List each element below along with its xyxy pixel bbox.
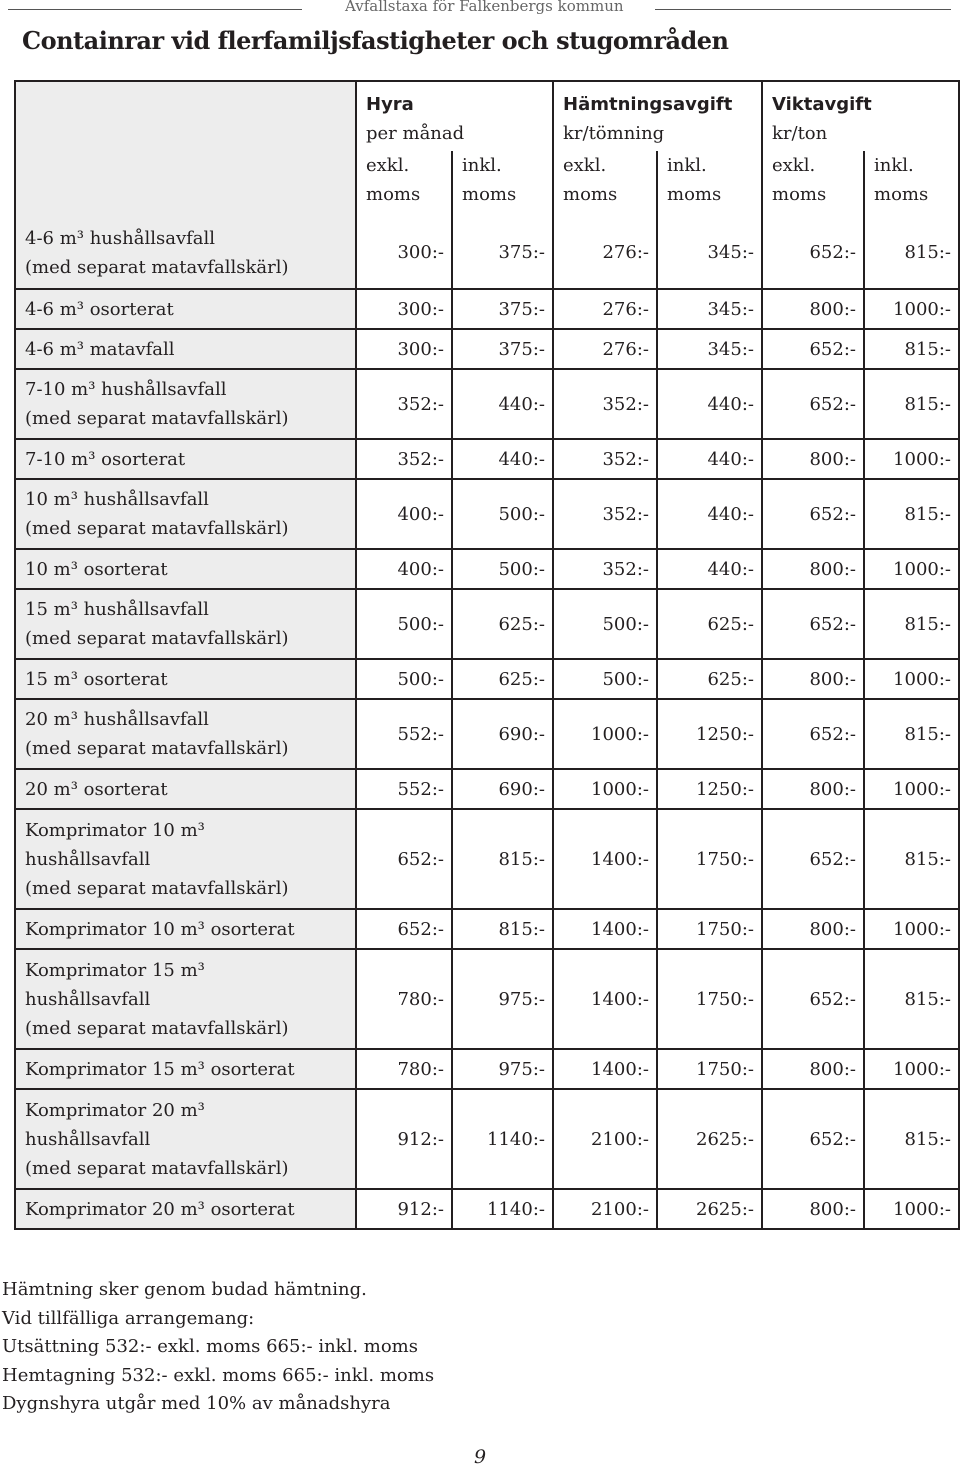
price-cell: 652:- [762, 329, 864, 369]
column-group-unit: per månad [366, 123, 465, 144]
price-cell: 652:- [762, 1089, 864, 1189]
price-cell: 800:- [762, 289, 864, 329]
row-label [15, 699, 356, 769]
price-cell: 500:- [553, 589, 657, 659]
sub-header-text: exkl. moms [772, 155, 827, 205]
column-sub-header-row [15, 151, 959, 217]
price-cell: 690:- [452, 769, 553, 809]
price-cell: 1400:- [553, 949, 657, 1049]
row-label-text: Komprimator 20 m³ osorterat [25, 1198, 295, 1220]
price-cell: 652:- [762, 589, 864, 659]
row-label [15, 479, 356, 549]
sub-header-text: exkl. moms [563, 155, 618, 205]
table-row [15, 1089, 959, 1189]
column-group-rent [356, 81, 553, 151]
price-cell: 300:- [356, 217, 452, 289]
running-head-rule-right [655, 9, 951, 10]
sub-header-cell [657, 151, 762, 217]
price-cell: 440:- [657, 439, 762, 479]
price-cell: 625:- [452, 589, 553, 659]
price-cell: 1250:- [657, 769, 762, 809]
price-cell: 345:- [657, 217, 762, 289]
price-cell: 800:- [762, 1049, 864, 1089]
price-cell: 815:- [864, 809, 959, 909]
page-title: Containrar vid flerfamiljsfastigheter och stugområden [22, 26, 729, 55]
price-cell: 780:- [356, 1049, 452, 1089]
row-label-text: Komprimator 20 m³ hushållsavfall (med separat matavfallskärl) [25, 1099, 289, 1179]
price-cell: 352:- [356, 439, 452, 479]
price-cell: 912:- [356, 1089, 452, 1189]
price-cell: 1000:- [864, 289, 959, 329]
price-cell: 276:- [553, 217, 657, 289]
price-cell: 375:- [452, 217, 553, 289]
price-cell: 500:- [356, 659, 452, 699]
row-label-text: 7-10 m³ hushållsavfall (med separat matavfallskärl) [25, 379, 289, 429]
price-cell: 1250:- [657, 699, 762, 769]
price-cell: 625:- [452, 659, 553, 699]
row-label [15, 809, 356, 909]
price-cell: 352:- [356, 369, 452, 439]
note-line: Vid tillfälliga arrangemang: [2, 1307, 255, 1329]
column-group-unit: kr/tömning [563, 123, 665, 144]
price-cell: 815:- [864, 699, 959, 769]
price-cell: 815:- [864, 479, 959, 549]
price-cell: 440:- [452, 369, 553, 439]
column-group-title: Hyra [366, 94, 414, 115]
sub-header-text: inkl. moms [874, 155, 929, 205]
row-label-text: 10 m³ osorterat [25, 558, 168, 580]
row-label [15, 909, 356, 949]
sub-header-cell [553, 151, 657, 217]
price-cell: 1000:- [864, 1049, 959, 1089]
price-cell: 2625:- [657, 1189, 762, 1229]
notes [2, 1276, 434, 1419]
price-cell: 300:- [356, 289, 452, 329]
price-cell: 975:- [452, 949, 553, 1049]
price-cell: 300:- [356, 329, 452, 369]
table-row [15, 949, 959, 1049]
price-cell: 440:- [657, 479, 762, 549]
price-cell: 1400:- [553, 809, 657, 909]
price-cell: 652:- [356, 909, 452, 949]
row-label-text: Komprimator 10 m³ hushållsavfall (med separat matavfallskärl) [25, 819, 289, 899]
row-label [15, 289, 356, 329]
price-cell: 652:- [762, 369, 864, 439]
price-cell: 500:- [356, 589, 452, 659]
column-group-title: Hämtningsavgift [563, 94, 733, 115]
row-label [15, 659, 356, 699]
price-cell: 912:- [356, 1189, 452, 1229]
header-blank-cell [15, 81, 356, 151]
price-cell: 1750:- [657, 909, 762, 949]
table-row [15, 589, 959, 659]
row-label-text: 20 m³ hushållsavfall (med separat matavfallskärl) [25, 709, 289, 759]
note-line: Utsättning 532:- exkl. moms 665:- inkl. moms [2, 1336, 418, 1357]
price-cell: 276:- [553, 289, 657, 329]
note-line: Hemtagning 532:- exkl. moms 665:- inkl. moms [2, 1364, 435, 1386]
row-label [15, 1049, 356, 1089]
price-cell: 1400:- [553, 909, 657, 949]
price-cell: 2625:- [657, 1089, 762, 1189]
price-cell: 815:- [864, 369, 959, 439]
sub-header-text: inkl. moms [462, 155, 517, 205]
row-label [15, 549, 356, 589]
price-cell: 815:- [864, 329, 959, 369]
row-label [15, 439, 356, 479]
row-label-text: Komprimator 10 m³ osorterat [25, 918, 295, 940]
row-label [15, 369, 356, 439]
price-cell: 625:- [657, 589, 762, 659]
table-row [15, 769, 959, 809]
row-label-text: Komprimator 15 m³ hushållsavfall (med separat matavfallskärl) [25, 959, 289, 1039]
price-cell: 276:- [553, 329, 657, 369]
price-cell: 975:- [452, 1049, 553, 1089]
row-label [15, 329, 356, 369]
price-cell: 800:- [762, 909, 864, 949]
price-cell: 440:- [657, 369, 762, 439]
table-row [15, 699, 959, 769]
price-cell: 345:- [657, 289, 762, 329]
price-cell: 652:- [762, 699, 864, 769]
price-cell: 800:- [762, 549, 864, 589]
note-line: Hämtning sker genom budad hämtning. [2, 1279, 367, 1300]
page-number: 9 [474, 1446, 487, 1468]
sub-header-cell [864, 151, 959, 217]
sub-header-text: exkl. moms [366, 155, 421, 205]
price-cell: 815:- [864, 1089, 959, 1189]
price-cell: 780:- [356, 949, 452, 1049]
price-cell: 1000:- [553, 769, 657, 809]
price-cell: 815:- [864, 217, 959, 289]
price-cell: 815:- [864, 949, 959, 1049]
price-cell: 625:- [657, 659, 762, 699]
price-cell: 652:- [356, 809, 452, 909]
row-label-text: 15 m³ hushållsavfall (med separat matavfallskärl) [25, 599, 289, 649]
table-row [15, 329, 959, 369]
row-label-text: Komprimator 15 m³ osorterat [25, 1058, 295, 1080]
column-group-weight-fee [762, 81, 959, 151]
price-cell: 1750:- [657, 1049, 762, 1089]
row-label [15, 769, 356, 809]
row-label [15, 1189, 356, 1229]
table-row [15, 1189, 959, 1229]
table-row [15, 369, 959, 439]
sub-header-cell [762, 151, 864, 217]
price-cell: 1000:- [864, 1189, 959, 1229]
price-cell: 345:- [657, 329, 762, 369]
price-cell: 1140:- [452, 1089, 553, 1189]
table-row [15, 289, 959, 329]
note-line: Dygnshyra utgår med 10% av månadshyra [2, 1393, 391, 1414]
price-cell: 352:- [553, 479, 657, 549]
column-group-unit: kr/ton [772, 123, 828, 144]
price-cell: 440:- [452, 439, 553, 479]
table-row [15, 549, 959, 589]
running-head-text: Avfallstaxa för Falkenbergs kommun [345, 0, 624, 15]
row-label-text: 10 m³ hushållsavfall (med separat matavfallskärl) [25, 489, 289, 539]
price-cell: 1000:- [864, 439, 959, 479]
price-cell: 352:- [553, 549, 657, 589]
running-head [0, 0, 960, 20]
row-label-text: 7-10 m³ osorterat [25, 448, 186, 470]
row-label-text: 15 m³ osorterat [25, 668, 168, 690]
price-cell: 552:- [356, 699, 452, 769]
price-cell: 400:- [356, 479, 452, 549]
row-label [15, 1089, 356, 1189]
row-label-text: 20 m³ osorterat [25, 778, 168, 800]
price-cell: 352:- [553, 369, 657, 439]
price-cell: 1750:- [657, 949, 762, 1049]
price-cell: 375:- [452, 329, 553, 369]
price-cell: 1000:- [864, 769, 959, 809]
price-cell: 1400:- [553, 1049, 657, 1089]
price-cell: 652:- [762, 949, 864, 1049]
price-cell: 800:- [762, 1189, 864, 1229]
price-cell: 1000:- [864, 909, 959, 949]
table-row [15, 659, 959, 699]
price-cell: 500:- [553, 659, 657, 699]
price-cell: 2100:- [553, 1089, 657, 1189]
table-row [15, 909, 959, 949]
price-cell: 690:- [452, 699, 553, 769]
row-label-text: 4-6 m³ osorterat [25, 298, 174, 320]
sub-header-cell [356, 151, 452, 217]
price-cell: 800:- [762, 439, 864, 479]
price-cell: 500:- [452, 549, 553, 589]
table-row [15, 479, 959, 549]
running-head-rule-left [8, 9, 302, 10]
sub-header-cell [452, 151, 553, 217]
price-cell: 1000:- [553, 699, 657, 769]
column-group-header-row [15, 81, 959, 151]
price-cell: 652:- [762, 809, 864, 909]
fee-table-body [15, 81, 959, 1229]
price-cell: 815:- [452, 809, 553, 909]
price-cell: 800:- [762, 659, 864, 699]
price-cell: 815:- [864, 589, 959, 659]
price-cell: 815:- [452, 909, 553, 949]
price-cell: 400:- [356, 549, 452, 589]
row-label [15, 949, 356, 1049]
price-cell: 500:- [452, 479, 553, 549]
price-cell: 552:- [356, 769, 452, 809]
price-cell: 440:- [657, 549, 762, 589]
column-group-title: Viktavgift [772, 94, 872, 115]
price-cell: 2100:- [553, 1189, 657, 1229]
table-row [15, 1049, 959, 1089]
fee-table [14, 80, 960, 1230]
sub-header-text: inkl. moms [667, 155, 722, 205]
column-group-pickup-fee [553, 81, 762, 151]
price-cell: 652:- [762, 479, 864, 549]
row-label [15, 589, 356, 659]
price-cell: 375:- [452, 289, 553, 329]
header-blank-cell [15, 151, 356, 217]
table-row [15, 217, 959, 289]
price-cell: 652:- [762, 217, 864, 289]
table-row [15, 809, 959, 909]
row-label-text: 4-6 m³ hushållsavfall (med separat matavfallskärl) [25, 227, 289, 278]
table-row [15, 439, 959, 479]
price-cell: 1750:- [657, 809, 762, 909]
row-label [15, 217, 356, 289]
price-cell: 800:- [762, 769, 864, 809]
price-cell: 1000:- [864, 549, 959, 589]
price-cell: 1000:- [864, 659, 959, 699]
row-label-text: 4-6 m³ matavfall [25, 338, 175, 360]
price-cell: 352:- [553, 439, 657, 479]
price-cell: 1140:- [452, 1189, 553, 1229]
